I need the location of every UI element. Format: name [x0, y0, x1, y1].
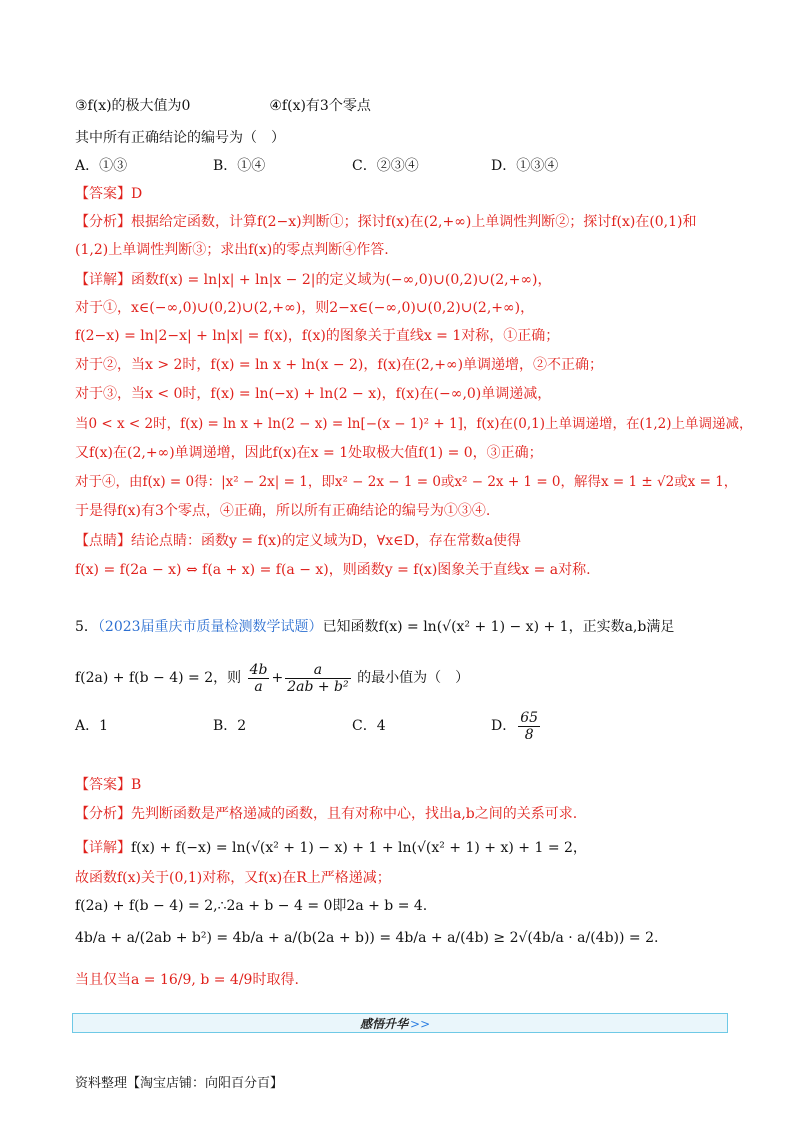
q4-item-3: ③f(x)的极大值为0: [75, 98, 191, 114]
banner-label: [360, 1015, 430, 1032]
q4-answer: [75, 184, 142, 204]
q4-option-row-3-4: [75, 96, 371, 116]
q5-answer: [75, 775, 141, 795]
q5-detail-text-4: 4b/a + a/(2ab + b²) = 4b/a + a/(b(2a + b)) = 4b/a + a/(4b) ≥ 2√(4b/a · a/(4b)) = 2.: [75, 930, 659, 946]
q4-detail-text-2: 对于①，x∈(−∞,0)∪(0,2)∪(2,+∞)，则2−x∈(−∞,0)∪(0,2)∪(2,+∞)，: [75, 300, 535, 316]
q4-detail-text-5: 对于③，当x < 0时，f(x) = ln(−x) + ln(2 − x)，f(x)在(−∞,0)单调递减，: [75, 386, 552, 402]
q5-analysis-label: 【分析】: [75, 806, 131, 822]
q4-tip-text-2: f(x) = f(2a − x) ⇔ f(a + x) = f(a − x)，则函数y = f(x)图象关于直线x = a对称.: [75, 562, 591, 578]
q5-option-d-num: 65: [520, 709, 539, 726]
q5-option-b: B．2: [213, 718, 247, 734]
q5-analysis-text: 先判断函数是严格递减的函数，且有对称中心，找出a,b之间的关系可求.: [131, 806, 578, 822]
q4-detail-text-1: 函数f(x) = ln|x| + ln|x − 2|的定义域为(−∞,0)∪(0,2)∪(2,+∞)，: [131, 272, 552, 288]
q5-detail-text-5: 当且仅当a = 16/9, b = 4/9时取得.: [75, 972, 299, 988]
q5-fraction-2-num: a: [285, 662, 350, 679]
q4-analysis-text-1: 根据给定函数，计算f(2−x)判断①；探讨f(x)在(2,+∞)上单调性判断②；探讨f(x)在(0,1)和: [131, 214, 697, 230]
q5-option-d-den: 8: [524, 726, 534, 743]
q4-detail-text-7: 又f(x)在(2,+∞)单调递增，因此f(x)在x = 1处取极大值f(1) = 0，③正确；: [75, 445, 543, 461]
q5-option-c: C．4: [352, 718, 386, 734]
q5-source: （2023届重庆市质量检测数学试题）: [97, 619, 323, 635]
q4-prompt: 其中所有正确结论的编号为（ ）: [75, 130, 285, 146]
q5-stem-1: 已知函数f(x) = ln(√(x² + 1) − x) + 1，正实数a,b满足: [322, 619, 675, 635]
q4-analysis-text-2: (1,2)上单调性判断③；求出f(x)的零点判断④作答.: [75, 242, 389, 258]
q5-stem-line-2: f(2a) + f(b − 4) = 2，则 $\frac{4b}{a}$ + $\frac{a}{\text{2ab + b²}}$ 的最小值为（ ）: [75, 661, 470, 695]
q5-fraction-1-num: 4b: [249, 661, 268, 678]
banner-title: 感悟升华: [360, 1017, 409, 1031]
q5-detail-text-1: f(x) + f(−x) = ln(√(x² + 1) − x) + 1 + ln(√(x² + 1) + x) + 1 = 2，: [131, 840, 587, 856]
q5-stem-2b: 的最小值为（ ）: [357, 670, 470, 686]
q5-stem-2a: f(2a) + f(b − 4) = 2，则: [75, 670, 242, 686]
q4-item-4: ④f(x)有3个零点: [269, 98, 371, 114]
q4-detail-text-4: 对于②，当x > 2时，f(x) = ln x + ln(x − 2)，f(x)在(2,+∞)单调递增，②不正确；: [75, 357, 604, 373]
q4-detail-label: 【详解】: [75, 272, 131, 288]
q5-stem-line-1: [75, 617, 674, 637]
q5-option-d-label: D．: [491, 718, 517, 734]
q5-detail-text-2: 故函数f(x)关于(0,1)对称，又f(x)在R上严格递减；: [75, 870, 391, 886]
q4-option-c: C．②③④: [352, 158, 419, 174]
q4-detail-text-3: f(2−x) = ln|2−x| + ln|x| = f(x)，f(x)的图象关于直线x = 1对称，①正确；: [75, 328, 560, 344]
q5-detail-text-3: f(2a) + f(b − 4) = 2,∴2a + b − 4 = 0即2a + b = 4.: [75, 898, 428, 914]
banner-arrows-icon: >>: [410, 1017, 431, 1031]
q5-answer-label: 【答案】: [75, 777, 131, 793]
q5-detail-label: 【详解】: [75, 840, 131, 856]
q4-detail-text-9: 于是得f(x)有3个零点，④正确，所以所有正确结论的编号为①③④.: [75, 503, 491, 519]
q4-answer-value: D: [131, 186, 143, 202]
q5-option-d-fraction: [518, 710, 540, 743]
q5-number: 5．: [75, 619, 98, 635]
q5-fraction-2: [285, 662, 350, 695]
q5-fraction-2-den: 2ab + b²: [287, 678, 349, 695]
q5-detail-line-1: [75, 838, 587, 858]
q4-tip-label: 【点睛】: [75, 533, 131, 549]
q4-tip-text-1: 结论点睛：函数y = f(x)的定义域为D，∀x∈D，存在常数a使得: [131, 533, 522, 549]
q4-option-d: D．①③④: [491, 158, 559, 174]
q4-tip-line-1: [75, 531, 521, 551]
q4-option-b: B．①④: [213, 158, 266, 174]
q5-option-d: [491, 708, 542, 744]
q4-detail-line-1: [75, 270, 551, 290]
q4-analysis-label: 【分析】: [75, 214, 131, 230]
q4-answer-label: 【答案】: [75, 186, 131, 202]
q5-fraction-1: [248, 662, 270, 695]
q4-option-a: A．①③: [75, 158, 128, 174]
q4-detail-text-6: 当0 < x < 2时，f(x) = ln x + ln(2 − x) = ln[−(x − 1)² + 1]，f(x)在(0,1)上单调递增，在(1,2)上单调递减，: [75, 416, 753, 432]
q5-option-a: A．1: [75, 718, 109, 734]
page-footer: 资料整理【淘宝店铺：向阳百分百】: [75, 1076, 284, 1091]
q4-analysis-line-1: [75, 212, 697, 232]
q4-detail-text-8: 对于④，由f(x) = 0得：|x² − 2x| = 1，即x² − 2x − 1 = 0或x² − 2x + 1 = 0，解得x = 1 ± √2或x = 1，: [75, 474, 738, 490]
q5-fraction-1-den: a: [254, 678, 263, 695]
q5-answer-value: B: [131, 777, 142, 793]
q5-analysis-line: [75, 804, 577, 824]
